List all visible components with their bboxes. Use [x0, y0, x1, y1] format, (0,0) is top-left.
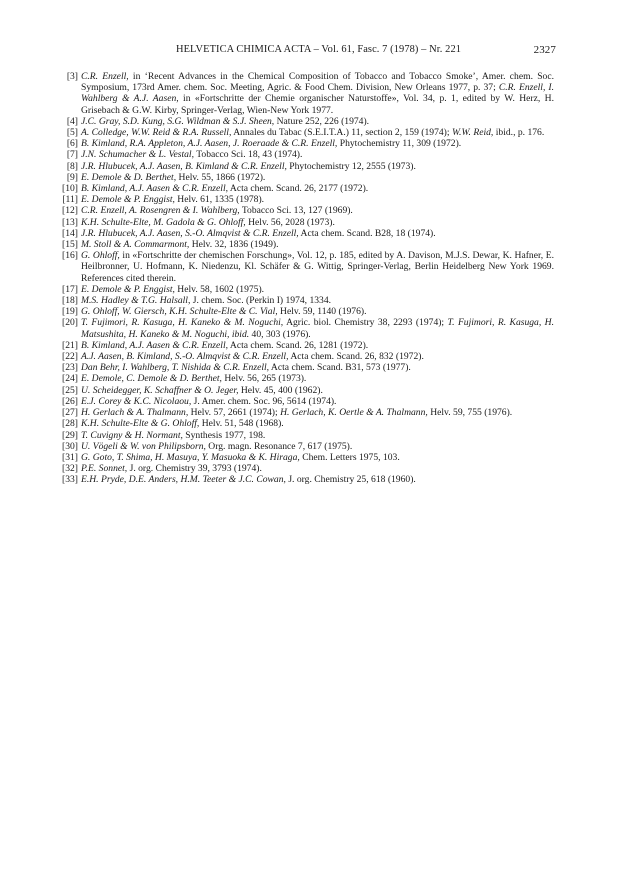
- reference-text: [81, 385, 323, 396]
- reference-item: [40, 138, 554, 149]
- reference-number: [24]: [62, 373, 78, 385]
- reference-text: [81, 116, 369, 127]
- reference-text: [81, 71, 554, 116]
- reference-item: [40, 217, 554, 228]
- reference-item: [40, 362, 554, 373]
- reference-text: [81, 430, 265, 441]
- reference-number: [9]: [66, 171, 78, 183]
- reference-number: [7]: [66, 149, 78, 161]
- reference-text: [81, 373, 306, 384]
- reference-citation: Helv. 58, 1602 (1975).: [174, 283, 265, 295]
- reference-citation: Helv. 32, 1836 (1949).: [189, 239, 279, 251]
- reference-item: [40, 250, 554, 284]
- reference-authors: G. Goto, T. Shima, H. Masuya, Y. Masuoka & K. Hiraga,: [81, 451, 300, 463]
- reference-item: [40, 430, 554, 441]
- reference-text: [81, 396, 336, 407]
- reference-text: [81, 474, 416, 485]
- reference-number: [6]: [66, 138, 78, 150]
- reference-citation: Helv. 56, 2028 (1973).: [245, 216, 335, 228]
- reference-number: [21]: [62, 339, 78, 351]
- reference-citation: Synthesis 1977, 198.: [182, 429, 266, 441]
- reference-citation: Tobacco Sci. 13, 127 (1969).: [239, 205, 353, 217]
- reference-citation: Acta chem. Scand. 26, 832 (1972).: [288, 351, 424, 363]
- reference-citation: Acta chem. Scand. B28, 18 (1974).: [298, 227, 436, 239]
- reference-text: [81, 441, 352, 452]
- reference-citation: 40, 303 (1976).: [249, 328, 311, 340]
- reference-number: [31]: [62, 451, 78, 463]
- reference-text: [81, 161, 416, 172]
- reference-item: [40, 71, 554, 116]
- reference-authors: C.R. Enzell, I. Wahlberg & A.J. Aasen,: [81, 82, 555, 105]
- reference-text: [81, 418, 284, 429]
- reference-authors: G. Ohloff, W. Giersch, K.H. Schulte-Elte & C. Vial,: [81, 306, 278, 318]
- reference-item: [40, 340, 554, 351]
- reference-text: [81, 228, 436, 239]
- reference-citation: ibid., p. 176.: [493, 127, 545, 139]
- reference-citation: Agric. biol. Chemistry 38, 2293 (1974);: [283, 317, 448, 329]
- reference-text: [81, 463, 262, 474]
- reference-authors: J.R. Hlubucek, A.J. Aasen, B. Kimland & C.R. Enzell,: [81, 160, 287, 172]
- reference-authors: H. Gerlach & A. Thalmann,: [81, 407, 189, 419]
- reference-authors: P.E. Sonnet,: [81, 463, 128, 475]
- reference-text: [81, 284, 264, 295]
- reference-authors: T. Cuvigny & H. Normant,: [81, 429, 183, 441]
- reference-text: [81, 239, 278, 250]
- reference-citation: J. Amer. chem. Soc. 96, 5614 (1974).: [191, 395, 337, 407]
- reference-text: [81, 183, 368, 194]
- reference-number: [27]: [62, 407, 78, 419]
- reference-citation: Acta chem. Scand. 26, 2177 (1972).: [228, 183, 369, 195]
- reference-number: [22]: [62, 351, 78, 363]
- reference-item: [40, 239, 554, 250]
- reference-text: [81, 250, 554, 283]
- reference-number: [4]: [66, 115, 78, 127]
- reference-number: [8]: [66, 160, 78, 172]
- reference-number: [5]: [66, 127, 78, 139]
- reference-citation: Helv. 56, 265 (1973).: [221, 373, 307, 385]
- reference-number: [3]: [66, 71, 78, 82]
- reference-authors: G. Ohloff,: [81, 250, 120, 262]
- reference-item: [40, 295, 554, 306]
- reference-citation: Acta chem. Scand. B31, 573 (1977).: [269, 362, 411, 374]
- reference-number: [10]: [62, 183, 78, 195]
- reference-number: [20]: [62, 317, 78, 329]
- reference-number: [28]: [62, 418, 78, 430]
- reference-text: [81, 295, 331, 306]
- reference-text: [81, 138, 461, 149]
- reference-number: [12]: [62, 205, 78, 217]
- reference-authors: B. Kimland, A.J. Aasen & C.R. Enzell,: [81, 339, 229, 351]
- reference-number: [23]: [62, 362, 78, 374]
- reference-item: [40, 306, 554, 317]
- reference-item: [40, 396, 554, 407]
- reference-number: [16]: [62, 250, 78, 262]
- reference-number: [30]: [62, 440, 78, 452]
- reference-authors: T. Fujimori, R. Kasuga, H. Kaneko & M. Noguchi,: [81, 317, 284, 329]
- reference-list: [40, 71, 554, 486]
- reference-item: [40, 194, 554, 205]
- reference-number: [14]: [62, 227, 78, 239]
- reference-number: [18]: [62, 295, 78, 307]
- reference-text: [81, 194, 264, 205]
- reference-citation: Tobacco Sci. 18, 43 (1974).: [193, 149, 303, 161]
- reference-citation: Phytochemistry 11, 309 (1972).: [337, 138, 462, 150]
- reference-citation: J. org. Chemistry 39, 3793 (1974).: [127, 463, 262, 475]
- reference-citation: Helv. 55, 1866 (1972).: [176, 171, 266, 183]
- reference-text: [81, 172, 265, 183]
- reference-item: [40, 373, 554, 384]
- reference-number: [11]: [62, 194, 78, 206]
- reference-authors: M. Stoll & A. Commarmont,: [81, 239, 190, 251]
- reference-item: [40, 228, 554, 239]
- reference-citation: in ‘Recent Advances in the Chemical Composition of Tobacco and Tobacco Smoke’, Amer. chem. Soc. Symposium, 173rd Amer. chem. Soc. Meeting, Agric. & Food Chem. Division, New Orleans 1977, p. 37;: [81, 71, 554, 94]
- reference-item: [40, 149, 554, 160]
- reference-authors: U. Scheidegger, K. Schaffner & O. Jeger,: [81, 384, 239, 396]
- reference-citation: Phytochemistry 12, 2555 (1973).: [286, 160, 416, 172]
- running-head: HELVETICA CHIMICA ACTA – Vol. 61, Fasc. 7 (1978) – Nr. 221: [176, 44, 462, 55]
- reference-text: [81, 340, 368, 351]
- reference-number: [19]: [62, 306, 78, 318]
- page-number: 2327: [533, 44, 556, 56]
- reference-citation: Helv. 61, 1335 (1978).: [174, 194, 265, 206]
- reference-citation: Annales du Tabac (S.E.I.T.A.) 11, section 2, 159 (1974);: [231, 127, 452, 139]
- reference-text: [81, 205, 353, 216]
- reference-item: [40, 127, 554, 138]
- reference-authors: E. Demole & P. Enggist,: [81, 194, 175, 206]
- reference-item: [40, 474, 554, 485]
- reference-number: [29]: [62, 429, 78, 441]
- reference-authors: A. Colledge, W.W. Reid & R.A. Russell,: [81, 127, 232, 139]
- reference-item: [40, 351, 554, 362]
- reference-authors: E.J. Corey & K.C. Nicolaou,: [81, 395, 192, 407]
- reference-citation: Helv. 57, 2661 (1974);: [188, 407, 281, 419]
- reference-authors: H. Gerlach, K. Oertle & A. Thalmann,: [280, 407, 428, 419]
- reference-authors: Dan Behr, I. Wahlberg, T. Nishida & C.R. Enzell,: [81, 362, 270, 374]
- reference-item: [40, 418, 554, 429]
- reference-item: [40, 317, 554, 339]
- reference-citation: Acta chem. Scand. 26, 1281 (1972).: [228, 339, 369, 351]
- reference-item: [40, 407, 554, 418]
- reference-authors: E. Demole & D. Berthet,: [81, 171, 177, 183]
- reference-citation: J. org. Chemistry 25, 618 (1960).: [285, 474, 416, 486]
- reference-authors: T. Fujimori, R. Kasuga, H. Matsushita, H. Kaneko & M. Noguchi, ibid.: [81, 317, 554, 340]
- reference-authors: E. Demole, C. Demole & D. Berthet,: [81, 373, 222, 385]
- reference-text: [81, 351, 424, 362]
- reference-citation: Helv. 51, 548 (1968).: [199, 418, 284, 430]
- reference-item: [40, 116, 554, 127]
- reference-item: [40, 284, 554, 295]
- reference-authors: U. Vögeli & W. von Philipsborn,: [81, 440, 206, 452]
- reference-authors: K.H. Schulte-Elte, M. Gadola & G. Ohloff,: [81, 216, 246, 228]
- reference-authors: K.H. Schulte-Elte & G. Ohloff,: [81, 418, 200, 430]
- reference-text: [81, 317, 554, 339]
- reference-item: [40, 385, 554, 396]
- reference-authors: J.R. Hlubucek, A.J. Aasen, S.-O. Almqvist & C.R. Enzell,: [81, 227, 299, 239]
- reference-citation: Nature 252, 226 (1974).: [274, 115, 370, 127]
- reference-text: [81, 127, 544, 138]
- reference-item: [40, 463, 554, 474]
- reference-authors: E.H. Pryde, D.E. Anders, H.M. Teeter & J.C. Cowan,: [81, 474, 286, 486]
- reference-text: [81, 306, 366, 317]
- reference-number: [25]: [62, 384, 78, 396]
- reference-text: [81, 217, 335, 228]
- reference-item: [40, 183, 554, 194]
- reference-item: [40, 161, 554, 172]
- reference-number: [15]: [62, 239, 78, 251]
- reference-citation: Helv. 59, 755 (1976).: [427, 407, 513, 419]
- reference-authors: C.R. Enzell,: [81, 71, 129, 82]
- reference-authors: A.J. Aasen, B. Kimland, S.-O. Almqvist & C.R. Enzell,: [81, 351, 289, 363]
- reference-citation: Helv. 59, 1140 (1976).: [277, 306, 367, 318]
- reference-item: [40, 205, 554, 216]
- reference-citation: J. chem. Soc. (Perkin I) 1974, 1334.: [190, 295, 332, 307]
- reference-number: [26]: [62, 395, 78, 407]
- reference-item: [40, 452, 554, 463]
- reference-number: [32]: [62, 463, 78, 475]
- reference-text: [81, 149, 302, 160]
- reference-citation: Chem. Letters 1975, 103.: [299, 451, 400, 463]
- reference-authors: B. Kimland, R.A. Appleton, A.J. Aasen, J. Roeraade & C.R. Enzell,: [81, 138, 338, 150]
- reference-citation: Org. magn. Resonance 7, 617 (1975).: [205, 440, 353, 452]
- reference-authors: J.N. Schumacher & L. Vestal,: [81, 149, 194, 161]
- reference-item: [40, 172, 554, 183]
- reference-authors: W.W. Reid,: [451, 127, 494, 139]
- reference-number: [13]: [62, 216, 78, 228]
- reference-text: [81, 407, 512, 418]
- reference-citation: Helv. 45, 400 (1962).: [238, 384, 323, 396]
- reference-authors: J.C. Gray, S.D. Kung, S.G. Wildman & S.J. Sheen,: [81, 115, 275, 127]
- reference-authors: B. Kimland, A.J. Aasen & C.R. Enzell,: [81, 183, 229, 195]
- reference-authors: E. Demole & P. Enggist,: [81, 283, 175, 295]
- reference-authors: M.S. Hadley & T.G. Halsall,: [81, 295, 191, 307]
- reference-citation: in «Fortschritte der Chemie organischer Naturstoffe», Vol. 34, p. 1, edited by W. Herz, H. Grisebach & G.W. Kirby, Springer-Verlag, Wien-New York 1977.: [81, 93, 554, 116]
- reference-text: [81, 452, 400, 463]
- reference-text: [81, 362, 411, 373]
- reference-number: [17]: [62, 283, 78, 295]
- reference-number: [33]: [62, 474, 78, 486]
- reference-item: [40, 441, 554, 452]
- reference-citation: in «Fortschritte der chemischen Forschung», Vol. 12, p. 185, edited by A. Davison, M.J.S. Dewar, K. Hafner, E. Heilbronner, U. Hofmann, K. Niedenzu, Kl. Schäfer & G. Wittig, Springer-Verlag, Berlin Heidelberg New York 1969. References cited therein.: [81, 250, 554, 284]
- reference-authors: C.R. Enzell, A. Rosengren & I. Wahlberg,: [81, 205, 240, 217]
